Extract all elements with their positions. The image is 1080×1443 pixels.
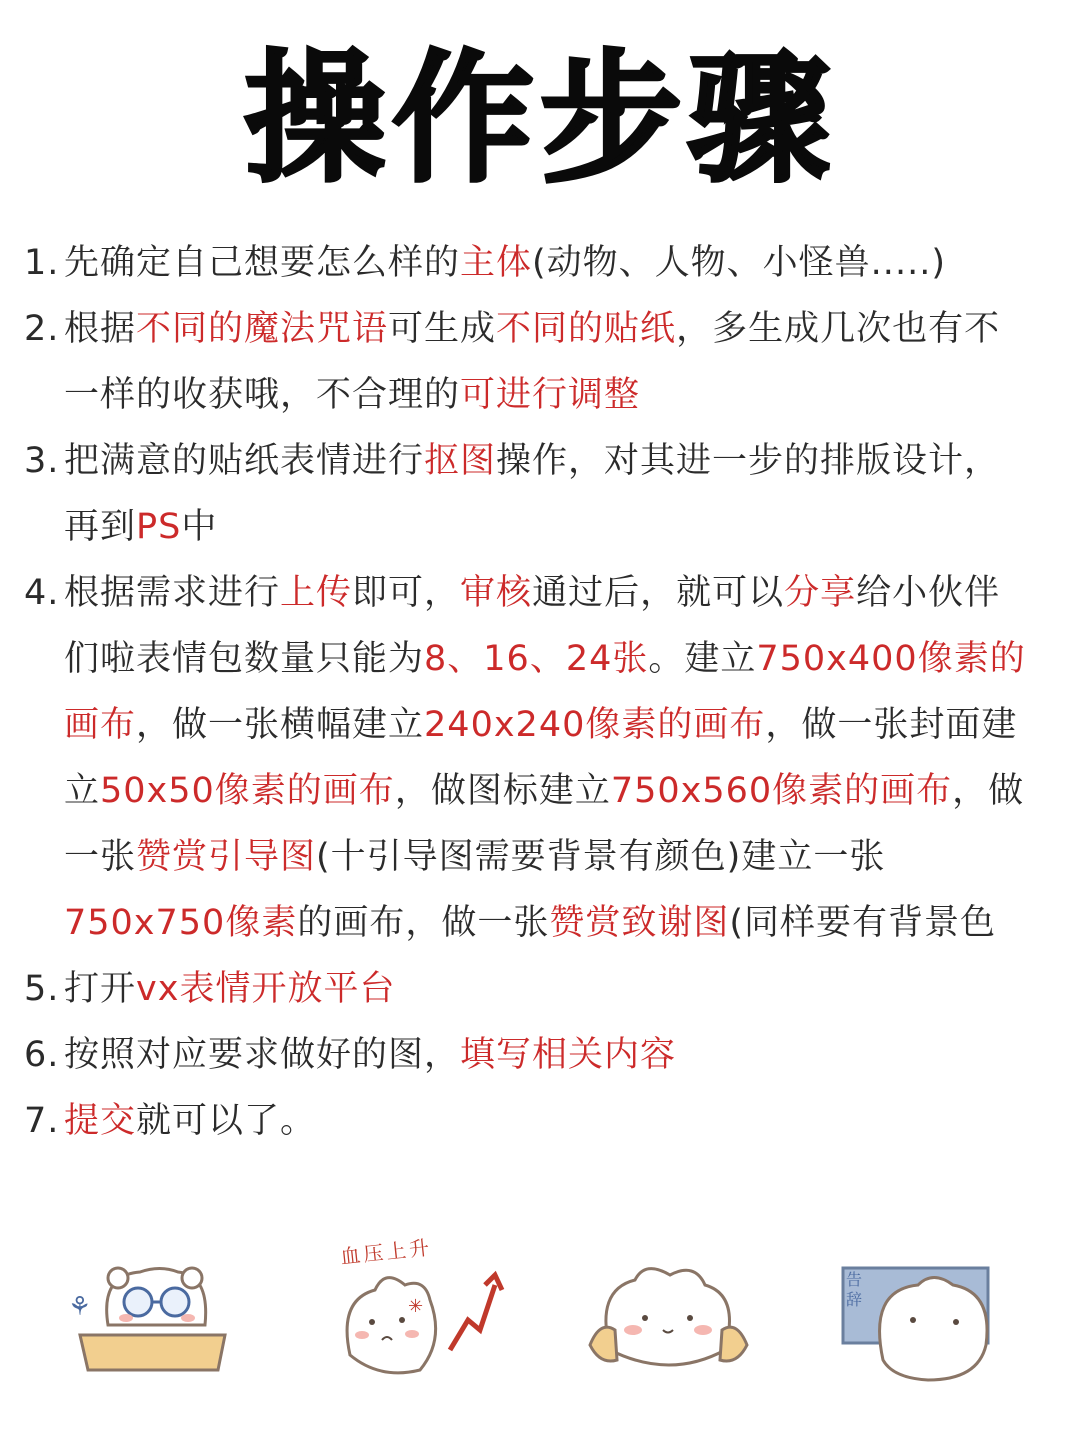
- step-highlight: 750x750像素: [64, 903, 298, 943]
- step-highlight: 提交: [64, 1101, 137, 1141]
- bear-glasses-icon: [60, 1230, 260, 1400]
- step-text-segment: 按照对应要求做好的图，: [64, 1035, 461, 1075]
- step-text: [64, 956, 1034, 1022]
- goodbye-bear-icon: [838, 1230, 1038, 1400]
- step-text-segment: 通过后，就可以: [532, 573, 785, 613]
- fluffy-bear-icon: [575, 1230, 775, 1400]
- step-text: [64, 1022, 1034, 1088]
- step-text-segment: 操作，对其进一步的排版设计，再到: [64, 441, 1001, 547]
- step-highlight: 主体: [460, 243, 533, 283]
- steps-list: [24, 230, 1034, 1154]
- step-number: 6.: [24, 1035, 60, 1075]
- step-highlight: 750x560像素的画布: [610, 771, 953, 811]
- step-text: [64, 428, 1034, 560]
- step-text-segment: 给小伙伴们啦表情包数量只能为: [64, 573, 1001, 679]
- step-highlight: 分享: [784, 573, 857, 613]
- step-text-segment: 先确定自己想要怎么样的: [64, 243, 461, 283]
- step-highlight: vx表情开放平台: [136, 969, 396, 1009]
- goodbye-bear-sticker: [838, 1230, 1038, 1400]
- step-highlight: PS: [136, 507, 182, 547]
- svg-text:⚘: ⚘: [68, 1292, 92, 1322]
- step-highlight: 抠图: [424, 441, 497, 481]
- step-item: [24, 296, 1034, 428]
- step-number: 4.: [24, 573, 60, 613]
- step-number: 1.: [24, 243, 60, 283]
- step-text-segment: 即可，: [352, 573, 461, 613]
- step-text-segment: 根据需求进行: [64, 573, 281, 613]
- step-number: 3.: [24, 441, 60, 481]
- step-text-segment: ，做图标建立: [394, 771, 611, 811]
- step-text: [64, 230, 1034, 296]
- step-highlight: 上传: [280, 573, 353, 613]
- step-text-segment: 把满意的贴纸表情进行: [64, 441, 425, 481]
- step-item: [24, 230, 1034, 296]
- step-number: 7.: [24, 1101, 60, 1141]
- page-title: 操作步骤: [244, 37, 836, 202]
- step-text-segment: (十引导图需要背景有颜色)建立一张: [316, 837, 886, 877]
- step-highlight: 赞赏致谢图: [549, 903, 730, 943]
- step-item: [24, 560, 1034, 956]
- step-text-segment: 。建立: [648, 639, 757, 679]
- step-text-segment: ，多生成几次也有不一样的收获哦，不合理的: [64, 309, 1001, 415]
- step-item: [24, 1088, 1034, 1154]
- step-highlight: 750x400像素的画布: [64, 639, 1026, 745]
- sticker-row: [0, 1230, 1080, 1410]
- step-text-segment: 的画布，做一张: [297, 903, 550, 943]
- board-label: 告辞: [846, 1270, 863, 1309]
- step-text-segment: ，做一张封面建立: [64, 705, 1018, 811]
- step-highlight: 赞赏引导图: [136, 837, 317, 877]
- step-text: [64, 1088, 1034, 1154]
- step-item: [24, 428, 1034, 560]
- step-highlight: 不同的魔法咒语: [136, 309, 389, 349]
- step-text: [64, 560, 1034, 956]
- step-highlight: 240x240像素的画布: [424, 705, 766, 745]
- step-highlight: 可进行调整: [460, 375, 641, 415]
- step-text-segment: ，做一张: [64, 771, 1025, 877]
- step-text-segment: 可生成: [388, 309, 497, 349]
- step-highlight: 填写相关内容: [460, 1035, 677, 1075]
- step-text-segment: 就可以了。: [136, 1101, 317, 1141]
- step-text-segment: ，做一张横幅建立: [136, 705, 425, 745]
- fluffy-bear-sticker: [575, 1230, 775, 1400]
- step-text-segment: 打开: [64, 969, 137, 1009]
- step-highlight: 8、16、24张: [424, 639, 649, 679]
- step-number: 2.: [24, 309, 60, 349]
- step-item: [24, 1022, 1034, 1088]
- step-text: [64, 296, 1034, 428]
- step-text-segment: (同样要有背景色: [729, 903, 997, 943]
- step-text-segment: 中: [181, 507, 218, 547]
- svg-text:✳: ✳: [408, 1296, 424, 1317]
- sticker-caption: 血压上升: [339, 1235, 434, 1269]
- step-highlight: 审核: [460, 573, 533, 613]
- step-text-segment: 根据: [64, 309, 137, 349]
- step-highlight: 50x50像素的画布: [100, 771, 395, 811]
- step-item: [24, 956, 1034, 1022]
- step-highlight: 不同的贴纸: [496, 309, 677, 349]
- bear-glasses-sticker: [60, 1230, 260, 1400]
- angry-bear-sticker: [330, 1230, 530, 1400]
- step-number: 5.: [24, 969, 60, 1009]
- step-text-segment: (动物、人物、小怪兽.....): [532, 243, 946, 283]
